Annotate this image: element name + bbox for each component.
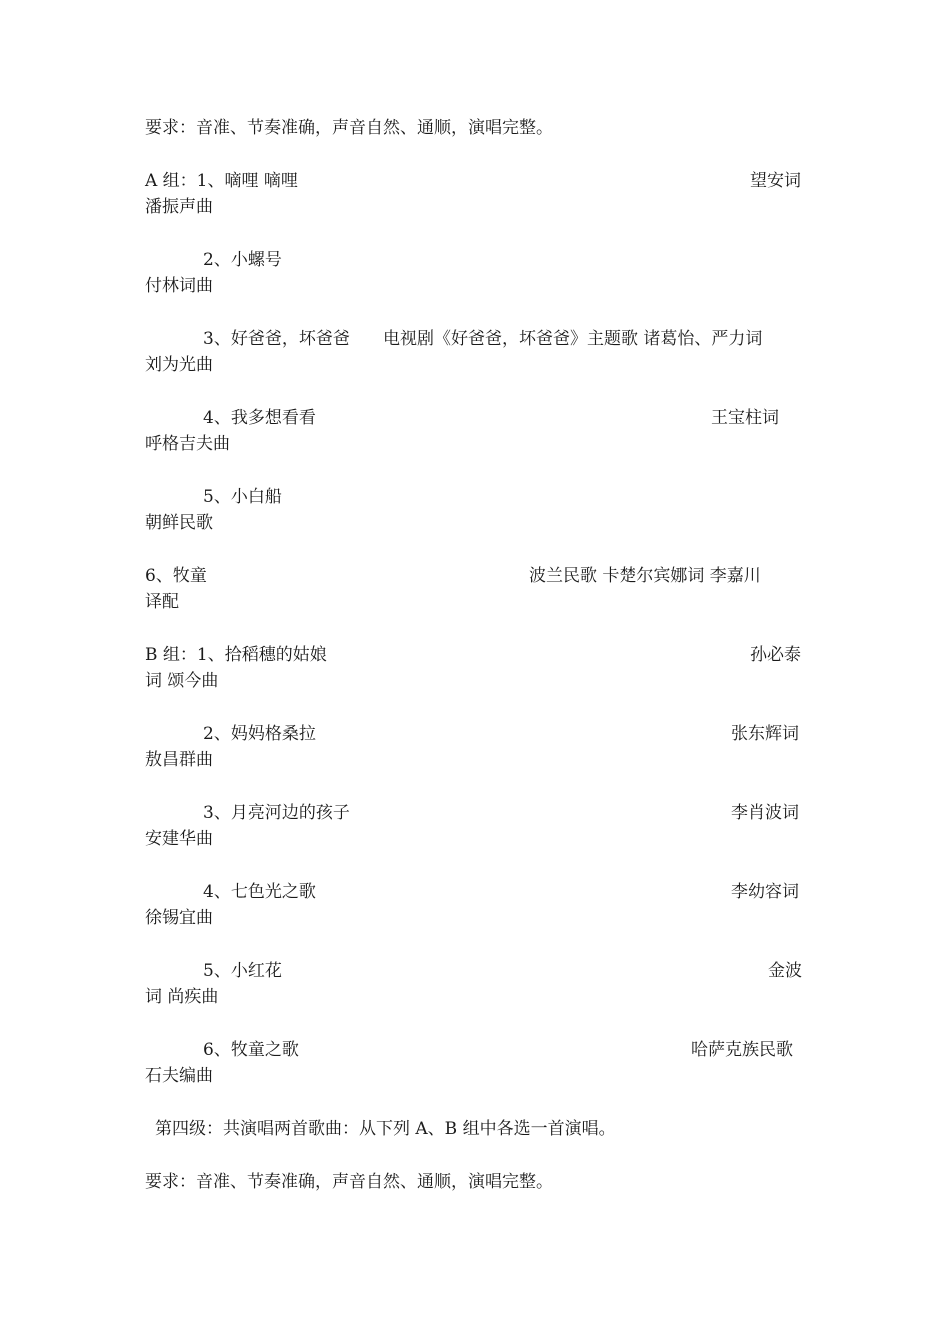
song-b5-title: 5、小红花 — [203, 961, 282, 981]
song-b6-origin: 哈萨克族民歌 — [691, 1040, 793, 1060]
song-b2-composer: 敖昌群曲 — [145, 750, 213, 770]
song-b6-arranger: 石夫编曲 — [145, 1066, 213, 1086]
song-b4-lyricist: 李幼容词 — [731, 882, 799, 902]
song-a4-lyricist: 王宝柱词 — [711, 408, 779, 428]
song-a6-title: 6、牧童 — [145, 566, 207, 586]
song-b1-lyricist: 孙必泰 — [750, 645, 801, 665]
song-b2-title: 2、妈妈格桑拉 — [203, 724, 316, 744]
song-a1-composer: 潘振声曲 — [145, 197, 213, 217]
song-a4-title: 4、我多想看看 — [203, 408, 316, 428]
song-a3-title: 3、好爸爸，坏爸爸 — [203, 329, 350, 349]
song-a6-credit: 波兰民歌 卡楚尔宾娜词 李嘉川 — [529, 566, 761, 586]
requirement-text-bottom: 要求：音准、节奏准确，声音自然、通顺，演唱完整。 — [145, 1172, 553, 1192]
level-four-heading: 第四级：共演唱两首歌曲：从下列 A、B 组中各选一首演唱。 — [155, 1119, 616, 1139]
song-a2-credit: 付林词曲 — [145, 276, 213, 296]
song-b1-composer: 词 颂今曲 — [145, 671, 219, 691]
song-b1-title: B 组：1、拾稻穗的姑娘 — [145, 645, 327, 665]
song-b6-title: 6、牧童之歌 — [203, 1040, 299, 1060]
song-a5-credit: 朝鲜民歌 — [145, 513, 213, 533]
song-a4-composer: 呼格吉夫曲 — [145, 434, 230, 454]
song-b2-lyricist: 张东辉词 — [731, 724, 799, 744]
song-b4-composer: 徐锡宜曲 — [145, 908, 213, 928]
song-b5-lyricist: 金波 — [768, 961, 802, 981]
song-a3-credit: 电视剧《好爸爸，坏爸爸》主题歌 诸葛怡、严力词 — [383, 329, 763, 349]
song-b4-title: 4、七色光之歌 — [203, 882, 316, 902]
song-b3-title: 3、月亮河边的孩子 — [203, 803, 350, 823]
song-a1-title: A 组：1、嘀哩 嘀哩 — [145, 171, 298, 191]
song-a2-title: 2、小螺号 — [203, 250, 282, 270]
song-a5-title: 5、小白船 — [203, 487, 282, 507]
song-a6-arranger: 译配 — [145, 592, 179, 612]
song-b3-composer: 安建华曲 — [145, 829, 213, 849]
song-b5-composer: 词 尚疾曲 — [145, 987, 219, 1007]
song-a3-composer: 刘为光曲 — [145, 355, 213, 375]
song-a1-lyricist: 望安词 — [750, 171, 801, 191]
song-b3-lyricist: 李肖波词 — [731, 803, 799, 823]
requirement-text: 要求：音准、节奏准确，声音自然、通顺，演唱完整。 — [145, 118, 553, 138]
